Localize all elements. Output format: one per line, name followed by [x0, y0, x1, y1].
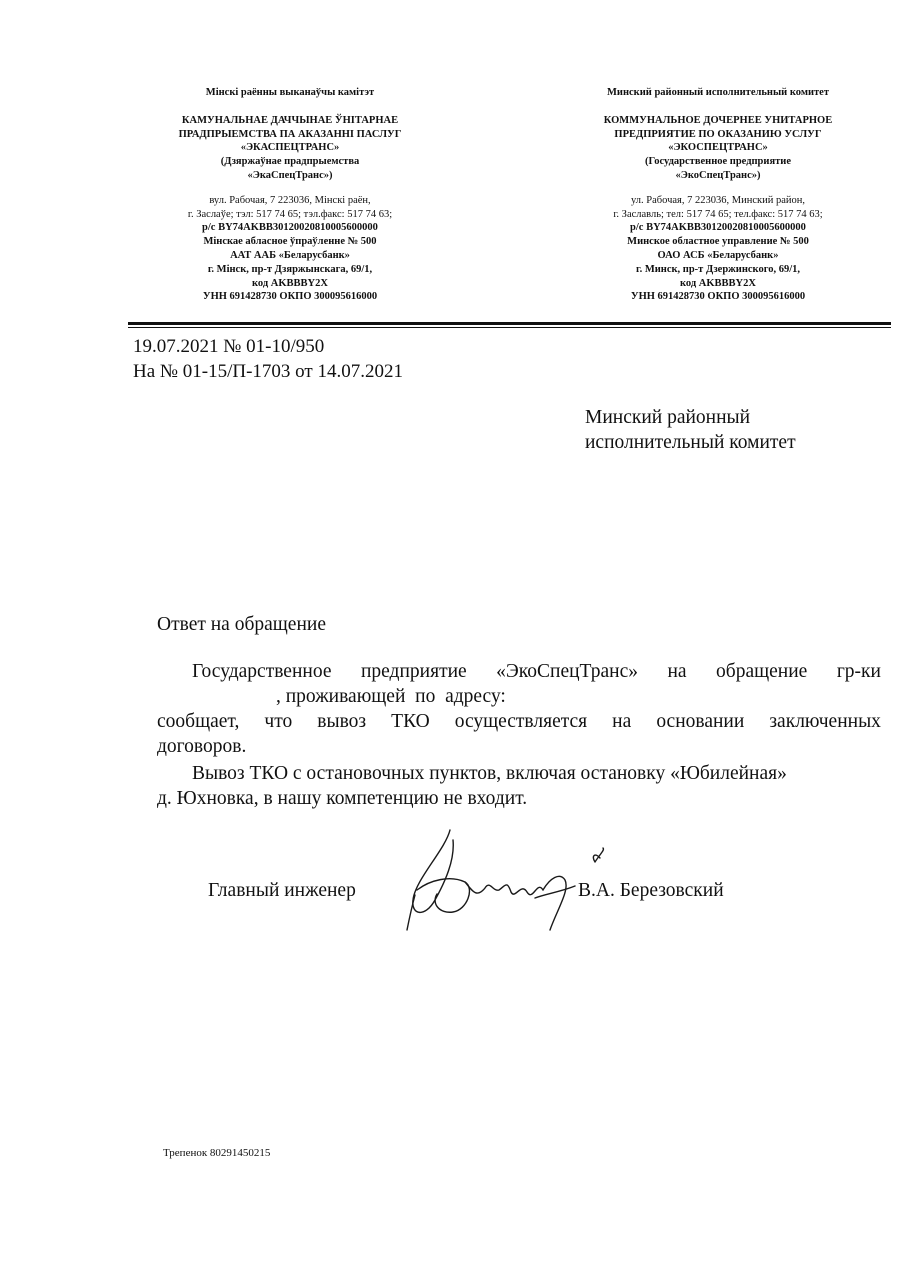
org-status-ru-2: «ЭкоСпецТранс»)	[675, 169, 761, 181]
address-ru-1: ул. Рабочая, 7 223036, Минский район,	[631, 194, 805, 206]
address-be-2: г. Заслаўе; тэл: 517 74 65; тэл.факс: 517 74 63;	[187, 208, 393, 220]
word: на	[612, 711, 632, 732]
bank-be-1: р/с BY74AKBB30120020810005600000	[202, 222, 378, 234]
outgoing-reference: 19.07.2021 № 01-10/950	[133, 336, 325, 357]
word: основании	[656, 711, 745, 732]
p1-line-1	[157, 659, 881, 684]
letter-subject: Ответ на обращение	[157, 614, 326, 635]
org-name-be-2: ПРАДПРЫЕМСТВА ПА АКАЗАННІ ПАСЛУГ	[178, 128, 402, 140]
word: что	[264, 711, 293, 732]
word: Государственное	[192, 661, 332, 682]
word: на	[667, 661, 687, 682]
bank-ru-3: ОАО АСБ «Беларусбанк»	[657, 249, 779, 261]
org-name-be-1: КАМУНАЛЬНАЕ ДАЧЧЫНАЕ ЎНІТАРНАЕ	[181, 114, 399, 126]
bank-ru-2: Минское областное управление № 500	[627, 236, 809, 248]
header-right	[568, 86, 868, 304]
org-name-ru-2: ПРЕДПРИЯТИЕ ПО ОКАЗАНИЮ УСЛУГ	[614, 128, 822, 140]
word: обращение	[716, 661, 808, 682]
executor-contact: Трепенок 80291450215	[163, 1147, 271, 1159]
authority-ru: Минский районный исполнительный комитет	[607, 87, 829, 98]
authority-be: Мінскі раённы выканаўчы камітэт	[205, 87, 375, 98]
recipient-block	[585, 405, 796, 455]
p1-line-4: договоров.	[157, 736, 247, 757]
word: гр-ки	[836, 661, 881, 682]
address-be-1: вул. Рабочая, 7 223036, Мінскі раён,	[209, 194, 371, 206]
bank-ru-6: УНН 691428730 ОКПО 300095616000	[630, 291, 806, 303]
org-status-be-2: «ЭкаСпецТранс»)	[247, 169, 333, 181]
p1-line-3	[157, 709, 881, 734]
word: вывоз	[317, 711, 367, 732]
word: предприятие	[360, 661, 467, 682]
header-rule-thin	[128, 327, 891, 328]
incoming-reference: На № 01-15/П-1703 от 14.07.2021	[133, 361, 403, 382]
org-name-ru-3: «ЭКОСПЕЦТРАНС»	[668, 142, 768, 154]
word: «ЭкоСпецТранс»	[496, 661, 638, 682]
p2-line-1: Вывоз ТКО с остановочных пунктов, включая остановку «Юбилейная»	[192, 763, 787, 784]
bank-ru-5: код AKBBBY2X	[680, 277, 756, 289]
word: заключенных	[769, 711, 881, 732]
word: осуществляется	[454, 711, 588, 732]
recipient-line-1: Минский районный	[585, 407, 751, 428]
bank-ru-4: г. Минск, пр-т Дзержинского, 69/1,	[635, 263, 800, 275]
header-rule-thick	[128, 322, 891, 325]
p1-line-2: , проживающей по адресу:	[276, 686, 506, 707]
signatory-position: Главный инженер	[208, 880, 356, 901]
bank-be-4: г. Мінск, пр-т Дзяржынскага, 69/1,	[207, 263, 373, 275]
org-name-ru-1: КОММУНАЛЬНОЕ ДОЧЕРНЕЕ УНИТАРНОЕ	[603, 114, 833, 126]
bank-be-2: Мінскае абласное ўпраўленне № 500	[203, 236, 377, 248]
address-ru-2: г. Заславль; тел: 517 74 65; тел.факс: 517 74 63;	[613, 208, 823, 220]
word: сообщает,	[157, 711, 240, 732]
body-paragraph-2	[157, 761, 881, 811]
bank-be-3: ААТ ААБ «Беларусбанк»	[230, 249, 350, 261]
word: ТКО	[391, 711, 430, 732]
signatory-name: В.А. Березовский	[578, 880, 724, 901]
org-status-ru-1: (Государственное предприятие	[644, 156, 791, 168]
p2-line-2: д. Юхновка, в нашу компетенцию не входит.	[157, 788, 528, 809]
bank-be-6: УНН 691428730 ОКПО 300095616000	[202, 291, 378, 303]
recipient-line-2: исполнительный комитет	[585, 432, 796, 453]
org-name-be-3: «ЭКАСПЕЦТРАНС»	[240, 142, 340, 154]
bank-be-5: код AKBBBY2X	[252, 277, 328, 289]
org-status-be-1: (Дзяржаўнае прадпрыемства	[220, 156, 360, 168]
bank-ru-1: р/с BY74AKBB30120020810005600000	[630, 222, 806, 234]
header-left	[140, 86, 440, 304]
body-paragraph-1	[157, 659, 881, 759]
